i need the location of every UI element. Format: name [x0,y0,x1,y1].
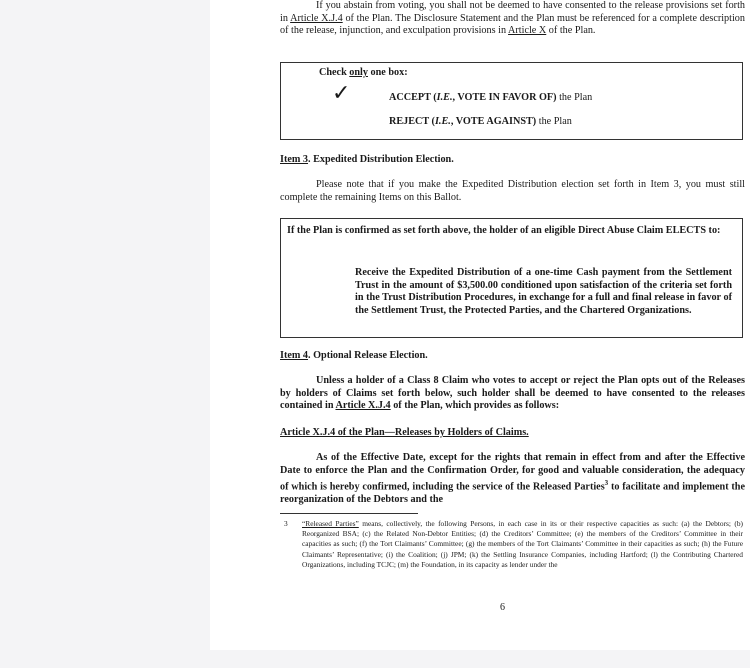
item3-heading: Item 3. Expedited Distribution Election. [280,154,454,165]
item3-note: Please note that if you make the Expedited Distribution election set forth in Item 3, you must still complete the remaining Items on this Ballot. [280,179,745,203]
footnote-divider [280,513,418,514]
vote-instructions: Check only one box: [319,67,408,78]
reject-option: REJECT (I.E., VOTE AGAINST) the Plan [389,116,572,127]
checkmark-icon: ✓ [332,81,351,106]
article-link: Article X.J.4 [335,400,391,412]
accept-option: ACCEPT (I.E., VOTE IN FAVOR OF) the Plan [389,92,593,103]
effective-date-paragraph: As of the Effective Date, except for the rights that remain in effect from and after the Effective Date to enforce the Plan and the Confirmation Order, for good and valuable consideration, the adequacy of which is hereby confirmed, including the service of the Released Parties$^3$ to facilitate and implement the reorganization of the Debtors and the [280,452,745,506]
article-x-link: Article X [508,25,547,37]
article-link: Article X.J.4 [290,12,343,24]
page-number: 6 [500,602,505,613]
expedited-box [280,218,743,338]
expedited-heading: If the Plan is confirmed as set forth above, the holder of an eligible Direct Abuse Claim ELECTS to: [287,225,721,236]
expedited-body: Receive the Expedited Distribution of a one-time Cash payment from the Settlement Trust in the amount of $3,500.00 conditioned upon satisfaction of the criteria set forth in the Trust Distribution Procedures, in exchange for a full and final release in favor of the Settlement Trust, the Protected Parties, and the Chartered Organizations. [355,267,732,316]
article-heading: Article X.J.4 of the Plan—Releases by Holders of Claims. [280,427,529,438]
abstain-paragraph: If you abstain from voting, you shall not be deemed to have consented to the release provisions set forth in Article X.J.4 of the Plan. The Disclosure Statement and the Plan must be referenced for a complete description of the release, injunction, and exculpation provisions in Article X of the Plan. [280,0,745,37]
item4-heading: Item 4. Optional Release Election. [280,350,428,361]
footnote-text: “Released Parties” means, collectively, the following Persons, in each case in its or their respective capacities as such: (a) the Debtors; (b) Reorganized BSA; (c) the Related Non-Debtor Entities; (d) the Creditors’ Committee; (e) the members of the Creditors’ Committee in their capacities as such; (f) the Tort Claimants’ Committee; (g) the members of the Tort Claimants’ Committee in their capacities as such; (h) the Future Claimants’ Representative; (i) the Coalition; (j) JPM; (k) the Settling Insurance Companies, including Hartford; (l) the Contributing Chartered Organizations, including TCJC; (m) the Foundation, in its capacity as lender under the [302,519,743,569]
item4-body: Unless a holder of a Class 8 Claim who votes to accept or reject the Plan opts out of the Releases by holders of Claims set forth below, such holder shall be deemed to have consented to the releases contained in Article X.J.4 of the Plan, which provides as follows: [280,375,745,412]
vote-box [280,62,743,140]
document-page [210,0,750,650]
footnote-number: 3 [284,519,288,528]
